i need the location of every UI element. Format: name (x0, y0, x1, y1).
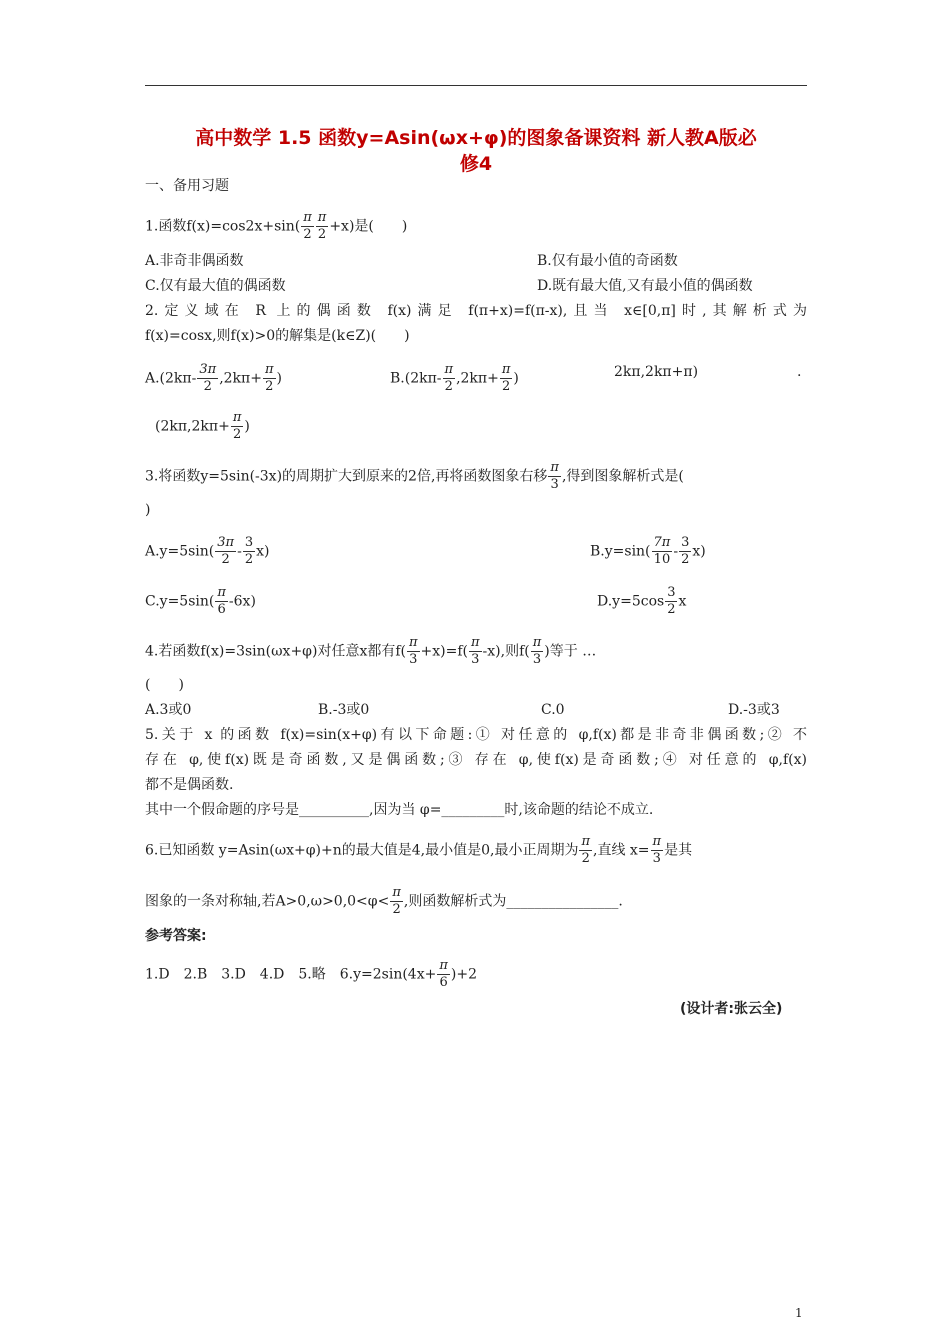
fraction: $\frac{\pi}{3}$ (550, 460, 559, 492)
question-5-line-3: 都不是偶函数. (145, 777, 234, 793)
fraction: $\frac{3}{2}$ (244, 535, 254, 567)
fraction: $\frac{7\pi}{10}$ (653, 535, 671, 567)
document-title: 高中数学 1.5 函数y=Asin(ωx+φ)的图象备课资料 新人教A版必 修4 (195, 127, 757, 175)
fraction: $\frac{\pi}{2}$ (264, 362, 274, 394)
page-number: 1 (795, 1306, 803, 1320)
answer-paren: ( ) (145, 677, 184, 693)
fraction: $\frac{\pi}{3}$ (652, 834, 662, 866)
answers-heading: 参考答案: (145, 928, 207, 944)
option-b: B.(2kπ- $\frac{\pi}{2}$ ,2kπ+ $\frac{\pi}{2}$ ) (390, 362, 519, 394)
question-2-line-1: 2.定义域在 R 上的偶函数 f(x)满足 f(π+x)=f(π-x),且当 x∈[0,π]时,其解析式为 (145, 303, 807, 319)
fraction: $\frac{\pi}{2}$ (317, 210, 327, 242)
question-5-line-2: 存在 φ,使f(x)既是奇函数,又是偶函数;③ 存在 φ,使f(x)是奇函数;④ 对任意的 φ,f(x) (145, 752, 807, 768)
option-a: A.3或0 (145, 702, 192, 718)
question-6-line-1: 6.已知函数 y=Asin(ωx+φ)+n的最大值是4,最小值是0,最小正周期为 $\frac{\pi}{2}$ ,直线 x= $\frac{\pi}{3}$ 是其 (145, 834, 693, 866)
period-mark: . (797, 364, 802, 380)
fraction: $\frac{3}{2}$ (681, 535, 690, 567)
question-4: 4.若函数f(x)=3sin(ωx+φ)对任意x都有f( $\frac{\pi}{3}$ +x)=f( $\frac{\pi}{3}$ -x),则f( $\frac{\pi}{3}$ )等于 … (145, 635, 597, 667)
option-a: A.y=5sin( $\frac{3\pi}{2}$ - $\frac{3}{2}$ x) (145, 535, 270, 567)
option-c: 2kπ,2kπ+π) (614, 364, 699, 380)
fraction: $\frac{\pi}{2}$ (581, 834, 591, 866)
fraction: $\frac{\pi}{3}$ (532, 635, 542, 667)
option-a: A.非奇非偶函数 (145, 253, 244, 269)
fraction: $\frac{3\pi}{2}$ (199, 362, 217, 394)
option-b: B.y=sin( $\frac{7\pi}{10}$ - $\frac{3}{2}$ x) (590, 535, 706, 567)
question-3-line-1: 3.将函数y=5sin(-3x)的周期扩大到原来的2倍,再将函数图象右移 $\frac{\pi}{3}$ ,得到图象解析式是( (145, 460, 684, 492)
section-heading: 一、备用习题 (145, 178, 229, 194)
option-c: C.y=5sin( $\frac{\pi}{6}$ -6x) (145, 585, 256, 617)
fraction: $\frac{\pi}{3}$ (471, 635, 480, 667)
option-d: D.既有最大值,又有最小值的偶函数 (537, 278, 753, 294)
question-3-line-2: ) (145, 502, 151, 518)
option-b: B.-3或0 (318, 702, 370, 718)
answers-line: 1.D 2.B 3.D 4.D 5.略 6.y=2sin(4x+ $\frac{\pi}{6}$ )+2 (145, 958, 477, 990)
question-5-line-4: 其中一个假命题的序号是__________,因为当 φ=_________时,该命题的结论不成立. (145, 802, 654, 818)
option-d: D.y=5cos $\frac{3}{2}$ x (597, 585, 687, 617)
header-rule (145, 85, 807, 86)
option-a: A.(2kπ- $\frac{3\pi}{2}$ ,2kπ+ $\frac{\pi}{2}$ ) (145, 362, 282, 394)
fraction: $\frac{\pi}{6}$ (217, 585, 226, 617)
fraction: $\frac{\pi}{2}$ (392, 885, 401, 917)
option-d: D.-3或3 (728, 702, 780, 718)
fraction: $\frac{\pi}{2}$ (232, 410, 242, 442)
fraction: $\frac{\pi}{2}$ (444, 362, 454, 394)
designer-credit: (设计者:张云全) (680, 1001, 783, 1017)
fraction: $\frac{\pi}{2}$ (303, 210, 312, 242)
option-b: B.仅有最小值的奇函数 (537, 253, 678, 269)
question-2-line-2: f(x)=cosx,则f(x)>0的解集是(k∈Z)( ) (145, 328, 410, 344)
option-d: (2kπ,2kπ+ $\frac{\pi}{2}$ ) (155, 410, 250, 442)
question-6-line-2: 图象的一条对称轴,若A>0,ω>0,0<φ< $\frac{\pi}{2}$ ,则函数解析式为________________. (145, 885, 623, 917)
fraction: $\frac{3\pi}{2}$ (217, 535, 235, 567)
fraction: $\frac{\pi}{2}$ (501, 362, 511, 394)
option-c: C.仅有最大值的偶函数 (145, 278, 286, 294)
fraction: $\frac{3}{2}$ (667, 585, 676, 617)
fraction: $\frac{\pi}{3}$ (408, 635, 418, 667)
question-1: 1.函数f(x)=cos2x+sin( $\frac{\pi}{2}$ $\frac{\pi}{2}$ +x)是( ) (145, 210, 408, 242)
question-5-line-1: 5.关于 x 的函数 f(x)=sin(x+φ)有以下命题:① 对任意的 φ,f(x)都是非奇非偶函数;② 不 (145, 727, 807, 743)
option-c: C.0 (541, 702, 565, 718)
fraction: $\frac{\pi}{6}$ (439, 958, 448, 990)
